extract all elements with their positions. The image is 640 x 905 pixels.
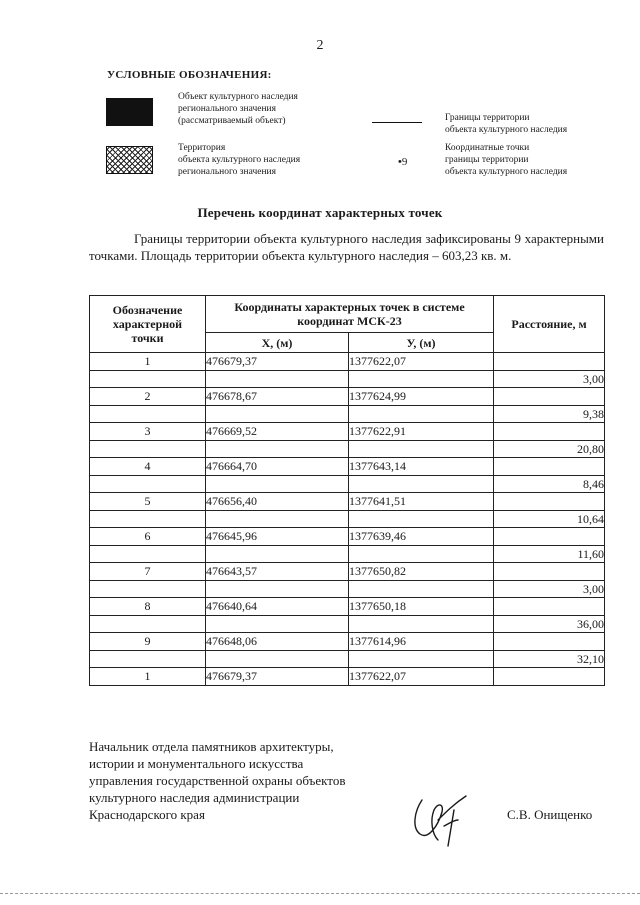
- points-legend-text: [445, 142, 567, 178]
- x-coordinate-cell: 476678,67: [206, 388, 349, 406]
- distance-row: [90, 650, 605, 668]
- distance-cell: 9,38: [494, 405, 605, 423]
- points-legend-line: Координатные точки: [445, 143, 530, 153]
- point-row: [90, 458, 605, 476]
- x-coordinate-cell: 476679,37: [206, 353, 349, 371]
- point-row: [90, 668, 605, 686]
- distance-row: [90, 545, 605, 563]
- signatory-line: истории и монументального искусства: [89, 756, 304, 771]
- points-legend-line: границы территории: [445, 155, 529, 165]
- point-number-cell: 5: [90, 493, 206, 511]
- point-row: [90, 633, 605, 651]
- header-x: X, (м): [206, 333, 349, 353]
- y-coordinate-cell: 1377650,82: [349, 563, 494, 581]
- empty-x-cell: [206, 475, 349, 493]
- signatory-name: С.В. Онищенко: [507, 807, 593, 822]
- point-row: [90, 598, 605, 616]
- empty-x-cell: [206, 615, 349, 633]
- x-coordinate-cell: 476645,96: [206, 528, 349, 546]
- empty-x-cell: [206, 440, 349, 458]
- empty-distance-cell: [494, 493, 605, 511]
- page-number: 2: [316, 38, 324, 53]
- empty-point-cell: [90, 405, 206, 423]
- point-number-cell: 2: [90, 388, 206, 406]
- distance-cell: 36,00: [494, 615, 605, 633]
- empty-distance-cell: [494, 563, 605, 581]
- object-legend-text: [178, 91, 298, 127]
- territory-legend-text: [178, 142, 300, 178]
- point-legend-number: 9: [401, 156, 408, 168]
- boundary-paragraph: [89, 230, 604, 264]
- point-row: [90, 563, 605, 581]
- distance-cell: 3,00: [494, 370, 605, 388]
- empty-point-cell: [90, 475, 206, 493]
- signatory-line: Краснодарского края: [89, 807, 205, 822]
- empty-y-cell: [349, 510, 494, 528]
- y-coordinate-cell: 1377622,07: [349, 353, 494, 371]
- coordinates-list-title: Перечень координат характерных точек: [197, 205, 443, 220]
- distance-row: [90, 440, 605, 458]
- empty-distance-cell: [494, 423, 605, 441]
- header-coordinates: Координаты характерных точек в системе координат МСК-23: [206, 296, 494, 333]
- empty-point-cell: [90, 510, 206, 528]
- y-coordinate-cell: 1377643,14: [349, 458, 494, 476]
- empty-y-cell: [349, 440, 494, 458]
- empty-distance-cell: [494, 598, 605, 616]
- border-legend-text: [445, 112, 567, 136]
- distance-row: [90, 475, 605, 493]
- point-number-cell: 1: [90, 353, 206, 371]
- point-number-cell: 9: [90, 633, 206, 651]
- empty-point-cell: [90, 650, 206, 668]
- distance-row: [90, 370, 605, 388]
- empty-y-cell: [349, 475, 494, 493]
- empty-x-cell: [206, 580, 349, 598]
- distance-row: [90, 510, 605, 528]
- y-coordinate-cell: 1377639,46: [349, 528, 494, 546]
- border-legend-line: объекта культурного наследия: [445, 125, 568, 135]
- border-legend-line: Границы территории: [445, 113, 530, 123]
- empty-distance-cell: [494, 668, 605, 686]
- y-coordinate-cell: 1377622,91: [349, 423, 494, 441]
- object-legend-swatch: [106, 98, 153, 126]
- point-number-cell: 7: [90, 563, 206, 581]
- distance-cell: 10,64: [494, 510, 605, 528]
- empty-y-cell: [349, 370, 494, 388]
- y-coordinate-cell: 1377641,51: [349, 493, 494, 511]
- territory-legend-swatch: [106, 146, 153, 174]
- empty-point-cell: [90, 580, 206, 598]
- point-row: [90, 493, 605, 511]
- territory-legend-line: Территория: [178, 143, 226, 153]
- empty-y-cell: [349, 580, 494, 598]
- empty-distance-cell: [494, 353, 605, 371]
- x-coordinate-cell: 476669,52: [206, 423, 349, 441]
- signatory-line: управления государственной охраны объектов: [89, 773, 346, 788]
- handwritten-signature: [408, 790, 478, 850]
- point-number-cell: 4: [90, 458, 206, 476]
- coordinates-table: [89, 295, 605, 686]
- distance-row: [90, 615, 605, 633]
- paragraph-text: Границы территории объекта культурного наследия зафиксированы 9 характерными точками. Площадь территории объекта культурного наследия – 603,23 кв. м.: [89, 231, 604, 263]
- point-number-cell: 3: [90, 423, 206, 441]
- x-coordinate-cell: 476679,37: [206, 668, 349, 686]
- x-coordinate-cell: 476648,06: [206, 633, 349, 651]
- object-legend-line: (рассматриваемый объект): [178, 116, 286, 126]
- y-coordinate-cell: 1377622,07: [349, 668, 494, 686]
- empty-x-cell: [206, 545, 349, 563]
- empty-x-cell: [206, 405, 349, 423]
- object-legend-line: Объект культурного наследия: [178, 92, 298, 102]
- empty-y-cell: [349, 615, 494, 633]
- empty-distance-cell: [494, 388, 605, 406]
- border-legend-line-sample: [372, 122, 422, 123]
- object-legend-line: регионального значения: [178, 104, 276, 114]
- y-coordinate-cell: 1377624,99: [349, 388, 494, 406]
- distance-row: [90, 580, 605, 598]
- x-coordinate-cell: 476656,40: [206, 493, 349, 511]
- distance-row: [90, 405, 605, 423]
- x-coordinate-cell: 476643,57: [206, 563, 349, 581]
- empty-distance-cell: [494, 633, 605, 651]
- x-coordinate-cell: 476664,70: [206, 458, 349, 476]
- distance-cell: 8,46: [494, 475, 605, 493]
- empty-distance-cell: [494, 528, 605, 546]
- point-row: [90, 423, 605, 441]
- coordinates-table-body: [90, 353, 605, 686]
- empty-x-cell: [206, 370, 349, 388]
- empty-point-cell: [90, 615, 206, 633]
- empty-x-cell: [206, 510, 349, 528]
- point-row: [90, 388, 605, 406]
- point-legend-marker: [398, 156, 407, 168]
- point-number-cell: 8: [90, 598, 206, 616]
- territory-legend-line: объекта культурного наследия: [178, 155, 301, 165]
- signatory-line: культурного наследия администрации: [89, 790, 300, 805]
- empty-y-cell: [349, 545, 494, 563]
- header-designation: Обозначение характерной точки: [90, 296, 206, 353]
- signatory-position: [89, 738, 345, 823]
- points-legend-line: объекта культурного наследия: [445, 167, 568, 177]
- distance-cell: 20,80: [494, 440, 605, 458]
- empty-point-cell: [90, 545, 206, 563]
- point-row: [90, 353, 605, 371]
- legend-title: УСЛОВНЫЕ ОБОЗНАЧЕНИЯ:: [107, 69, 272, 81]
- header-y: У, (м): [349, 333, 494, 353]
- y-coordinate-cell: 1377650,18: [349, 598, 494, 616]
- empty-y-cell: [349, 405, 494, 423]
- header-distance: Расстояние, м: [494, 296, 605, 353]
- territory-legend-line: регионального значения: [178, 167, 276, 177]
- distance-cell: 3,00: [494, 580, 605, 598]
- empty-point-cell: [90, 440, 206, 458]
- point-dot-icon: •: [398, 156, 402, 168]
- point-row: [90, 528, 605, 546]
- distance-cell: 32,10: [494, 650, 605, 668]
- empty-x-cell: [206, 650, 349, 668]
- point-number-cell: 6: [90, 528, 206, 546]
- signatory-line: Начальник отдела памятников архитектуры,: [89, 739, 334, 754]
- distance-cell: 11,60: [494, 545, 605, 563]
- empty-point-cell: [90, 370, 206, 388]
- page-bottom-edge: [0, 893, 640, 894]
- empty-distance-cell: [494, 458, 605, 476]
- x-coordinate-cell: 476640,64: [206, 598, 349, 616]
- point-number-cell: 1: [90, 668, 206, 686]
- y-coordinate-cell: 1377614,96: [349, 633, 494, 651]
- empty-y-cell: [349, 650, 494, 668]
